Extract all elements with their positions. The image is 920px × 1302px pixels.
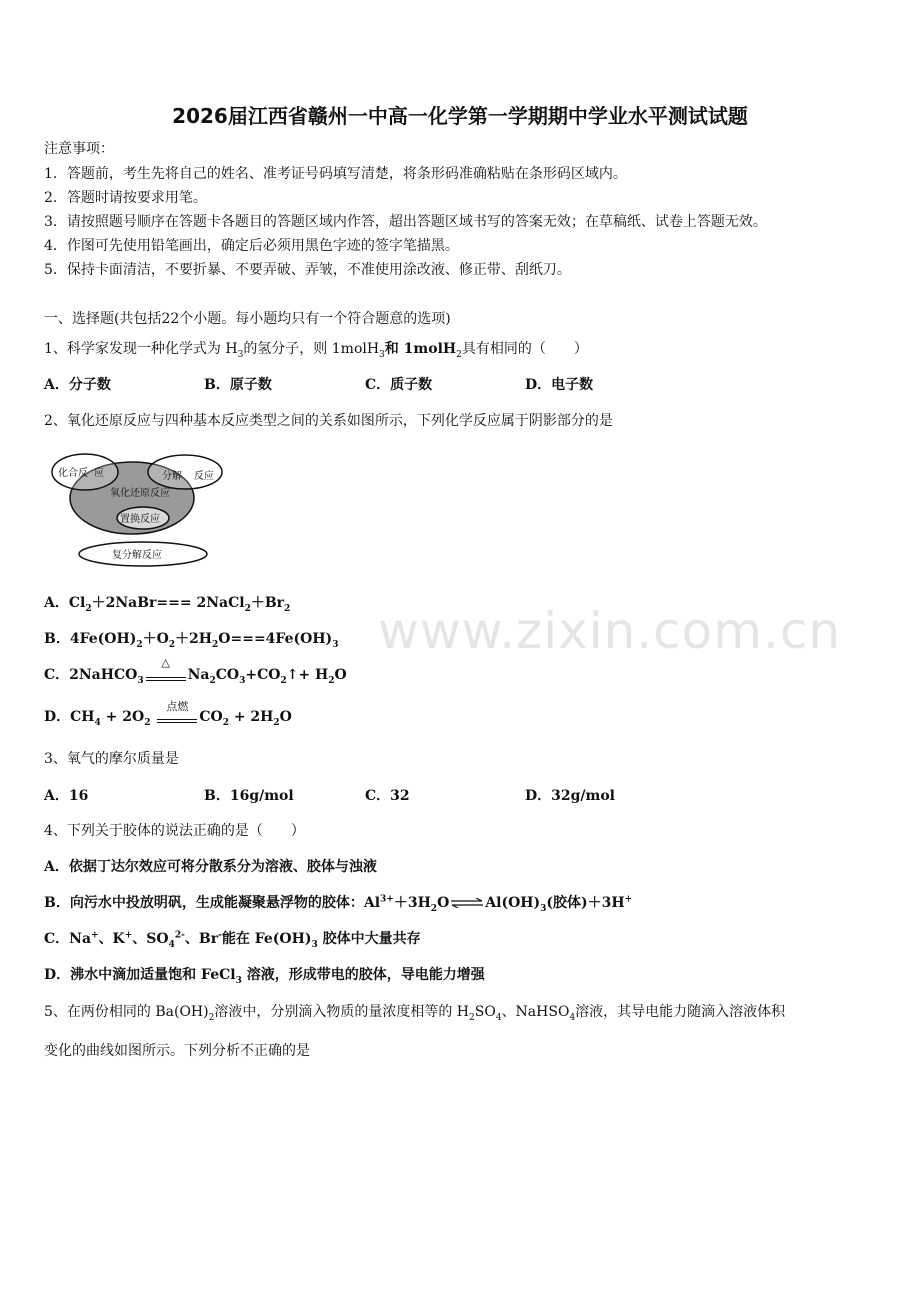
watermark: www.zixin.com.cn <box>378 602 842 660</box>
q2-option-b: B．$4Fe(OH)_2+O_2+2H_2O===4Fe(OH)_3$ <box>44 631 339 650</box>
q4-stem: 4、下列关于胶体的说法正确的是（ ） <box>44 823 305 839</box>
q3-option-c: C．32 <box>365 788 410 804</box>
diagram-label-decomposition: 分解 <box>162 471 182 482</box>
q1-option-a: A．分子数 <box>44 377 111 393</box>
q2-option-c: C．2NaHCO$_3$ △ $Na_2CO_3+CO_2↑+ H_2O$ <box>44 656 347 686</box>
equilibrium-arrow-icon <box>450 898 484 908</box>
diagram-label-double-decomposition: 复分解反应 <box>112 550 162 561</box>
notice-item-2: 2．答题时请按要求用笔。 <box>44 190 207 206</box>
q5-stem: 5、在两份相同的 $Ba(OH)_2$溶液中，分别滴入物质的量浓度相等的 $H_2SO_4$、NaHSO$_4$溶液，其导电能力随滴入溶液体积 <box>44 1004 786 1023</box>
q5-stem-line2: 变化的曲线如图所示。下列分析不正确的是 <box>44 1043 310 1059</box>
q3-option-a: A．16 <box>44 788 89 804</box>
diagram-label-redox: 氧化还原反应 <box>110 488 170 499</box>
q3-stem: 3、氧气的摩尔质量是 <box>44 751 179 767</box>
heat-condition-arrow: △ <box>146 668 186 682</box>
section-heading: 一、选择题(共包括22个小题。每小题均只有一个符合题意的选项) <box>44 311 451 327</box>
q4-option-d: D．沸水中滴加适量饱和 FeCl$_3$ 溶液，形成带电的胶体，导电能力增强 <box>44 967 485 986</box>
q3-option-d: D．32g/mol <box>525 788 615 804</box>
q1-option-d: D．电子数 <box>525 377 594 393</box>
diagram-label-combination: 化合反 <box>58 468 88 479</box>
q4-option-b: B．向污水中投放明矾，生成能凝聚悬浮物的胶体：$Al^{3+}+3H_2O$ $Al(OH)_3$(胶体)＋3H+ <box>44 894 633 914</box>
notice-item-3: 3．请按照题号顺序在答题卡各题目的答题区域内作答，超出答题区域书写的答案无效；在草稿纸、试卷上答题无效。 <box>44 214 767 230</box>
notice-item-5: 5．保持卡面清洁，不要折暴、不要弄破、弄皱，不准使用涂改液、修正带、刮纸刀。 <box>44 262 571 278</box>
diagram-label-decomposition-2: 反应 <box>194 471 214 482</box>
diagram-label-displacement: 置换反应 <box>120 514 160 525</box>
notice-item-1: 1．答题前，考生先将自己的姓名、准考证号码填写清楚，将条形码准确粘贴在条形码区域内。 <box>44 166 627 182</box>
notice-heading: 注意事项： <box>44 141 114 157</box>
q2-stem: 2、氧化还原反应与四种基本反应类型之间的关系如图所示，下列化学反应属于阴影部分的是 <box>44 413 613 429</box>
q1-option-c: C．质子数 <box>365 377 433 393</box>
page-title: 2026届江西省赣州一中高一化学第一学期期中学业水平测试试题 <box>172 104 748 128</box>
diagram-label-combination-2: 应 <box>94 468 104 479</box>
q1-stem: 1、科学家发现一种化学式为 $H_3$的氢分子，则 1molH$_3$和 1molH$_2$具有相同的（ ） <box>44 341 588 360</box>
q4-option-a: A．依据丁达尔效应可将分散系分为溶液、胶体与浊液 <box>44 859 377 875</box>
q2-option-d: D．$CH_4 + 2O_2$ 点燃 $CO_2 + 2H_2O$ <box>44 700 292 728</box>
q3-option-b: B．16g/mol <box>204 788 294 804</box>
q2-option-a: A．$Cl_2+2NaBr===$ $2NaCl_2+Br_2$ <box>44 595 291 614</box>
notice-item-4: 4．作图可先使用铅笔画出，确定后必须用黑色字迹的签字笔描黑。 <box>44 238 459 254</box>
q1-option-b: B．原子数 <box>204 377 272 393</box>
ignite-condition-arrow: 点燃 <box>157 710 197 724</box>
reaction-type-diagram <box>48 448 228 572</box>
q4-option-c: C．Na+、K+、$SO_4^{2-}$、Br-能在 $Fe(OH)_3$ 胶体中大量共存 <box>44 930 421 950</box>
